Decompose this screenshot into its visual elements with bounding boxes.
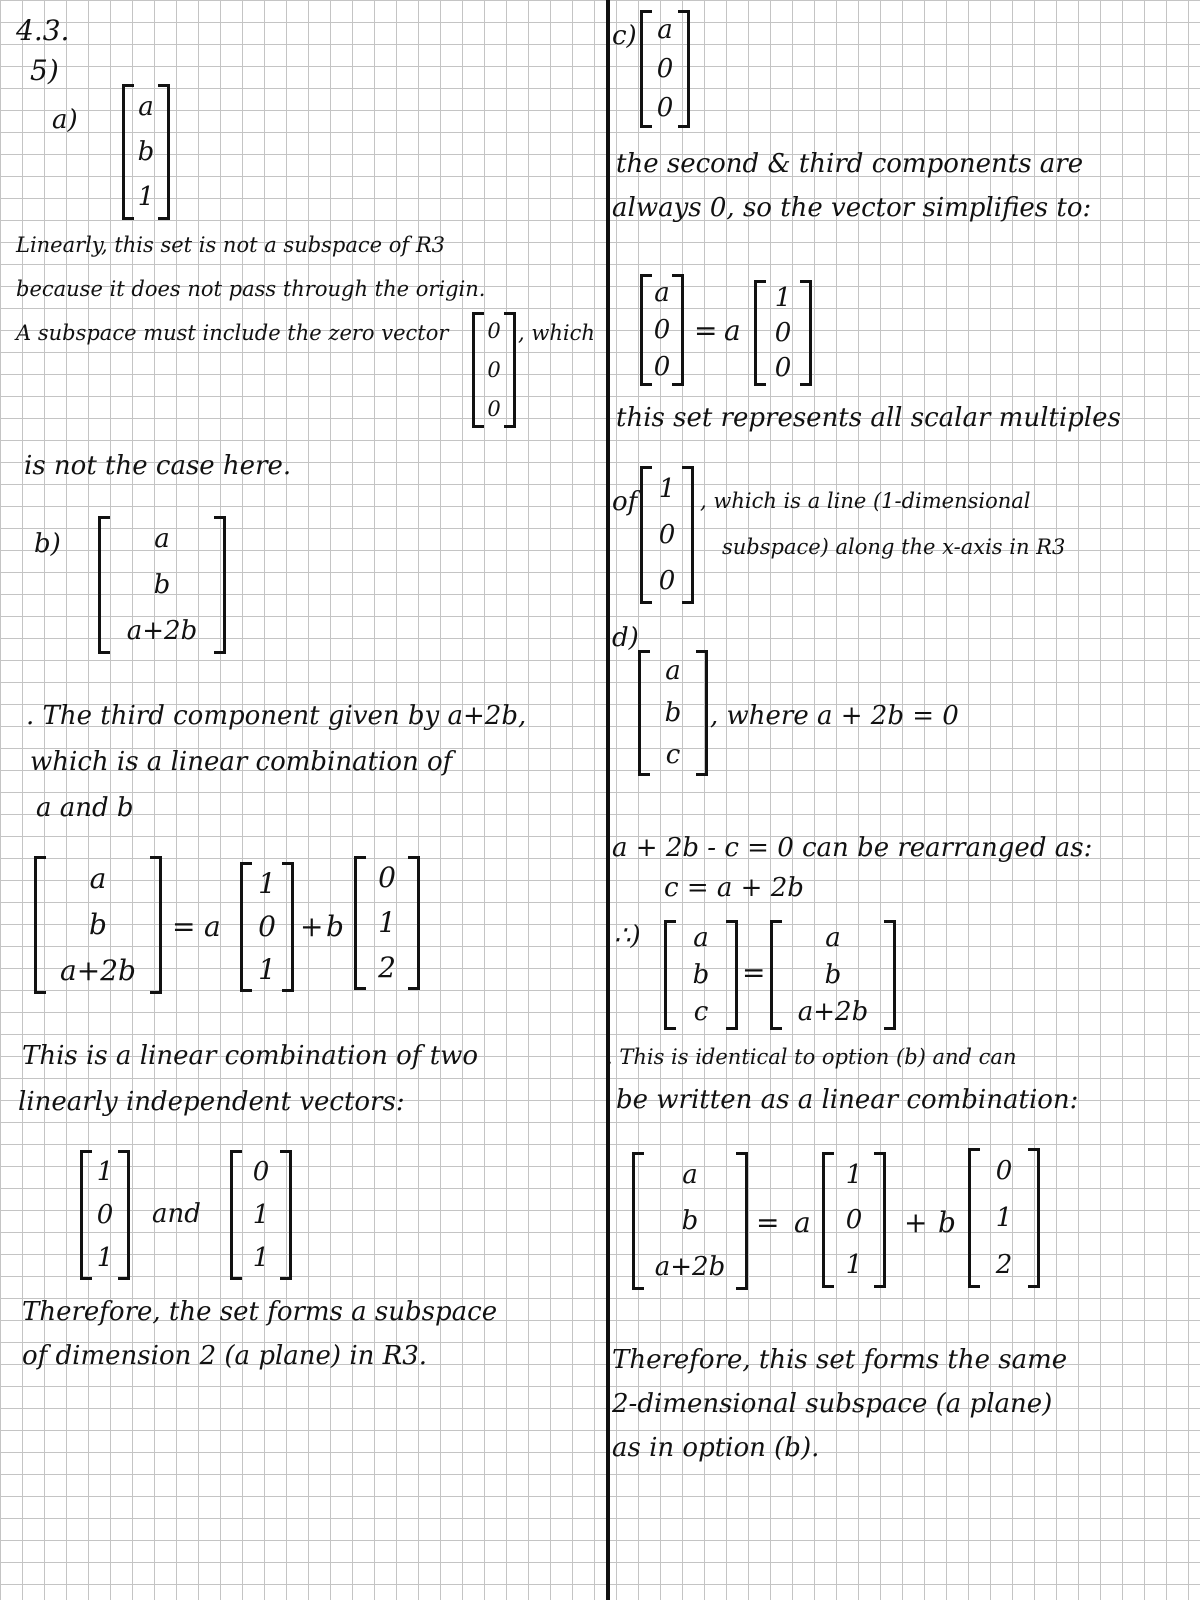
vector-entry: 0 bbox=[656, 53, 674, 84]
part-c-text-line: , which is a line (1-dimensional bbox=[700, 489, 1031, 513]
vector-entry: 0 bbox=[995, 1156, 1013, 1187]
plus-sign: + bbox=[300, 910, 324, 943]
coefficient: a bbox=[794, 1206, 811, 1239]
part-d-sub-rhs bbox=[770, 920, 896, 1030]
zero-vector bbox=[472, 312, 516, 428]
part-a-text-line: Linearly, this set is not a subspace of R3 bbox=[16, 233, 446, 257]
vector-entry: 1 bbox=[845, 1250, 863, 1281]
vector-entry: 1 bbox=[258, 953, 276, 987]
part-d-label: d) bbox=[612, 623, 639, 653]
vector-entry: b bbox=[153, 570, 171, 600]
equals-sign: = bbox=[172, 910, 196, 943]
part-c-eq-lhs bbox=[640, 274, 684, 386]
part-d-conclusion-line: 2-dimensional subspace (a plane) bbox=[612, 1389, 1053, 1419]
vector-entry: a bbox=[665, 656, 681, 686]
vector-entry: 1 bbox=[96, 1243, 114, 1274]
part-d-vector bbox=[638, 650, 708, 776]
vector-entry: 1 bbox=[258, 866, 276, 900]
vector-entry: b bbox=[692, 959, 710, 990]
vector-entry: 1 bbox=[658, 474, 676, 504]
equals-sign: = bbox=[694, 314, 718, 347]
vector-entry: 2 bbox=[995, 1249, 1013, 1280]
vector-entry: c bbox=[665, 740, 681, 770]
part-d-text-line: . This is identical to option (b) and can bbox=[606, 1045, 1017, 1069]
vector-entry: a+2b bbox=[60, 954, 136, 987]
vector-entry: 1 bbox=[774, 282, 792, 313]
vector-entry: a bbox=[682, 1160, 698, 1190]
vector-entry: a+2b bbox=[654, 1252, 726, 1282]
therefore-symbol: ∴) bbox=[614, 921, 641, 951]
vector-entry: 0 bbox=[658, 566, 676, 596]
part-c-multiple-vector bbox=[640, 466, 694, 604]
vector-entry: c bbox=[693, 996, 709, 1027]
part-b-eq-lhs bbox=[34, 856, 162, 994]
vector-entry: 1 bbox=[845, 1159, 863, 1190]
equals-sign: = bbox=[756, 1206, 780, 1239]
vector-entry: 1 bbox=[96, 1156, 114, 1187]
part-b-text-line: . The third component given by a+2b, bbox=[26, 701, 527, 731]
part-b-text-line: a and b bbox=[36, 793, 134, 823]
part-b-text-line: This is a linear combination of two bbox=[22, 1041, 479, 1071]
part-d-conclusion-line: as in option (b). bbox=[612, 1433, 820, 1463]
plus-sign: + bbox=[904, 1206, 928, 1239]
sub-number: 5) bbox=[30, 54, 59, 87]
vector-entry: a bbox=[89, 862, 107, 895]
vector-entry: 0 bbox=[658, 520, 676, 550]
part-c-eq-rhs bbox=[754, 280, 812, 386]
column-divider bbox=[606, 0, 610, 1600]
vector-entry: 1 bbox=[252, 1243, 270, 1274]
vector-entry: b bbox=[681, 1206, 699, 1236]
vector-entry: 2 bbox=[378, 950, 396, 984]
vector-entry: a bbox=[693, 923, 709, 954]
of-word: of bbox=[612, 487, 638, 517]
coefficient: b bbox=[938, 1206, 956, 1239]
vector-entry: 1 bbox=[378, 905, 396, 939]
vector-entry: 0 bbox=[487, 357, 501, 382]
vector-entry: 0 bbox=[252, 1156, 270, 1187]
part-d-conclusion-line: Therefore, this set forms the same bbox=[612, 1345, 1068, 1375]
part-c-label: c) bbox=[612, 21, 637, 51]
part-d-solved: c = a + 2b bbox=[664, 873, 804, 903]
vector-entry: 0 bbox=[258, 909, 276, 943]
part-a-text-line: A subspace must include the zero vector bbox=[16, 321, 449, 345]
vector-entry: 0 bbox=[774, 353, 792, 384]
coefficient: a bbox=[724, 314, 741, 347]
part-b-eq-vec1 bbox=[240, 862, 294, 992]
vector-entry: a bbox=[654, 277, 670, 308]
vector-entry: 1 bbox=[137, 182, 155, 213]
vector-entry: 0 bbox=[96, 1199, 114, 1230]
problem-number: 4.3. bbox=[16, 14, 70, 47]
part-b-text-line: linearly independent vectors: bbox=[18, 1087, 405, 1117]
part-b-conclusion-line: of dimension 2 (a plane) in R3. bbox=[22, 1341, 428, 1371]
part-c-vector bbox=[640, 10, 690, 128]
part-d-condition: , where a + 2b = 0 bbox=[710, 701, 959, 731]
vector-entry: 0 bbox=[653, 314, 671, 345]
vector-entry: 1 bbox=[995, 1202, 1013, 1233]
part-d-text-line: be written as a linear combination: bbox=[616, 1085, 1079, 1115]
part-c-text-line: this set represents all scalar multiples bbox=[616, 403, 1121, 433]
part-a-text-line: is not the case here. bbox=[24, 451, 292, 481]
part-d-eq-lhs bbox=[632, 1152, 748, 1290]
part-a-text-line: because it does not pass through the origin. bbox=[16, 277, 486, 301]
vector-entry: b bbox=[137, 136, 155, 167]
vector-entry: 0 bbox=[487, 396, 501, 421]
vector-entry: 0 bbox=[656, 93, 674, 124]
part-d-text-line: a + 2b - c = 0 can be rearranged as: bbox=[612, 833, 1093, 863]
part-c-text-line: always 0, so the vector simplifies to: bbox=[612, 193, 1092, 223]
vector-entry: b bbox=[664, 698, 682, 728]
vector-entry: 0 bbox=[845, 1204, 863, 1235]
vector-entry: a bbox=[825, 923, 841, 954]
part-b-vector bbox=[98, 516, 226, 654]
part-d-eq-vec2 bbox=[968, 1148, 1040, 1288]
vector-entry: b bbox=[89, 908, 107, 941]
part-c-text-line: subspace) along the x-axis in R3 bbox=[722, 535, 1066, 559]
coefficient: b bbox=[326, 910, 344, 943]
independent-vector-2 bbox=[230, 1150, 292, 1280]
vector-entry: b bbox=[824, 959, 842, 990]
independent-vector-1 bbox=[80, 1150, 130, 1280]
and-word: and bbox=[152, 1199, 201, 1229]
vector-entry: a+2b bbox=[126, 616, 198, 646]
part-c-text-line: the second & third components are bbox=[616, 149, 1084, 179]
vector-entry: a bbox=[138, 91, 154, 122]
equals-sign: = bbox=[742, 956, 766, 989]
part-a-label: a) bbox=[52, 105, 78, 135]
part-b-label: b) bbox=[34, 529, 61, 559]
part-d-eq-vec1 bbox=[822, 1152, 886, 1288]
vector-entry: 1 bbox=[252, 1199, 270, 1230]
part-a-text-line: , which bbox=[518, 321, 595, 345]
vector-entry: 0 bbox=[774, 317, 792, 348]
vector-entry: 0 bbox=[653, 352, 671, 383]
part-b-conclusion-line: Therefore, the set forms a subspace bbox=[22, 1297, 498, 1327]
coefficient: a bbox=[204, 910, 221, 943]
vector-entry: 0 bbox=[487, 319, 501, 344]
vector-entry: a+2b bbox=[797, 996, 869, 1027]
part-b-eq-vec2 bbox=[354, 856, 420, 990]
vector-entry: 0 bbox=[378, 861, 396, 895]
vector-entry: a bbox=[154, 524, 170, 554]
part-b-text-line: which is a linear combination of bbox=[30, 747, 453, 777]
part-d-sub-lhs bbox=[664, 920, 738, 1030]
vector-entry: a bbox=[657, 14, 673, 45]
part-a-vector bbox=[122, 84, 170, 220]
